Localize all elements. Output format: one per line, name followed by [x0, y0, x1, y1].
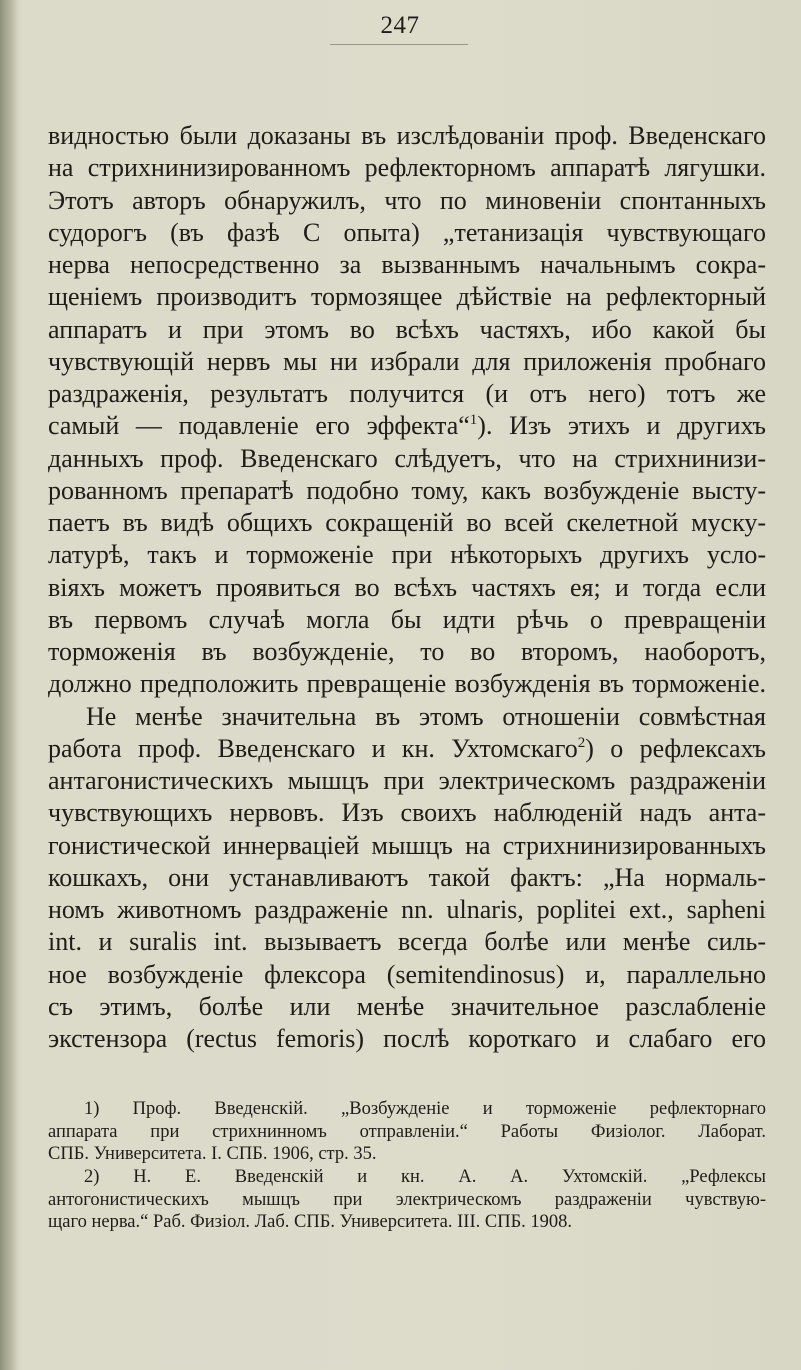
text-line: паетъ въ видѣ общихъ сокращеній во всей скелетной муску- [48, 508, 766, 537]
text-line: Не менѣе значительна въ этомъ отношеніи совмѣстная [86, 701, 766, 731]
text-line: судорогъ (въ фазѣ С опыта) „тетанизація чувствующаго [48, 217, 766, 247]
footnote-line: аппарата при стрихнинномъ отправленіи.“ Работы Физіолог. Лаборат. [48, 1121, 766, 1142]
footnote-line: 1) Проф. Введенскій. „Возбужденіе и торможеніе рефлекторнаго [84, 1099, 766, 1119]
footnote-line: 2) Н. Е. Введенскій и кн. А. А. Ухтомскій. „Рефлексы [84, 1167, 766, 1188]
text-line: видностью были доказаны въ изслѣдованіи проф. Введенскаго [48, 121, 766, 150]
text-line: гонистической иннерваціей мышцъ на стрихнинизированныхъ [48, 830, 766, 860]
header-rule [330, 44, 468, 45]
text-line: съ этимъ, болѣе или менѣе значительное разслабленіе [48, 991, 766, 1021]
footnote-ref-1: 1 [469, 412, 478, 429]
text-line: чувствующихъ нервовъ. Изъ своихъ наблюденій надъ анта- [48, 798, 766, 828]
text-line: Этотъ авторъ обнаружилъ, что по миновеніи спонтанныхъ [48, 185, 766, 215]
text-line: торможенія въ возбужденіе, то во второмъ, наоборотъ, [48, 637, 766, 666]
footnote-ref-2: 2 [577, 734, 586, 751]
text-line: номъ животномъ раздраженіе nn. ulnaris, poplitei ext., sapheni [48, 895, 766, 924]
text-line: ное возбужденіе флексора (semitendinosus) и, параллельно [48, 959, 766, 989]
text-line: на стрихнинизированномъ рефлекторномъ аппаратѣ лягушки. [48, 153, 766, 183]
text-segment: ). Изъ этихъ и другихъ [477, 411, 766, 441]
text-line: чувствующій нервъ мы ни избрали для приложенія пробнаго [48, 346, 766, 376]
text-line: кошкахъ, они устанавливаютъ такой фактъ: „На нормаль- [48, 862, 766, 892]
text-line: int. и suralis int. вызываетъ всегда болѣе или менѣе силь- [48, 927, 766, 957]
body-text [48, 120, 766, 1055]
text-line: щеніемъ производитъ тормозящее дѣйствіе на рефлекторный [48, 282, 766, 312]
text-line: латурѣ, такъ и торможеніе при нѣкоторыхъ другихъ усло- [48, 540, 766, 570]
page-number: 247 [380, 12, 420, 39]
text-line: въ первомъ случаѣ могла бы идти рѣчь о превращеніи [48, 604, 766, 634]
text-line: віяхъ можетъ проявиться во всѣхъ частяхъ ея; и тогда если [48, 572, 766, 602]
text-line: антагонистическихъ мышцъ при электрическомъ раздраженіи [48, 766, 766, 795]
text-line: экстензора (rectus femoris) послѣ короткаго и слабаго его [48, 1024, 766, 1053]
text-segment: самый — подавленіе его эффекта“ [48, 411, 470, 441]
text-line [48, 733, 766, 765]
footnotes [48, 1098, 766, 1234]
book-spine-shadow [0, 0, 18, 1370]
text-segment: работа проф. Введенскаго и кн. Ухтомскаго [48, 733, 578, 763]
text-line: нерва непосредственно за вызваннымъ начальнымъ сокра- [48, 250, 766, 279]
text-segment: ) о рефлексахъ [585, 733, 766, 763]
text-line: рованномъ препаратѣ подобно тому, какъ возбужденіе высту- [48, 475, 766, 505]
text-line: данныхъ проф. Введенскаго слѣдуетъ, что на стрихнинизи- [48, 443, 766, 473]
text-line: раздраженія, результатъ получится (и отъ него) тотъ же [48, 379, 766, 408]
text-line: аппаратъ и при этомъ во всѣхъ частяхъ, ибо какой бы [48, 314, 766, 344]
text-line [48, 410, 766, 442]
text-line: должно предположить превращеніе возбужденія въ торможеніе. [48, 669, 766, 699]
footnote-line: СПБ. Университета. I. СПБ. 1906, стр. 35. [48, 1144, 377, 1165]
footnote-line: антогонистическихъ мышцъ при электрическомъ раздраженіи чувствую- [48, 1189, 766, 1210]
footnote-line: щаго нерва.“ Раб. Физіол. Лаб. СПБ. Университета. III. СПБ. 1908. [48, 1212, 573, 1233]
